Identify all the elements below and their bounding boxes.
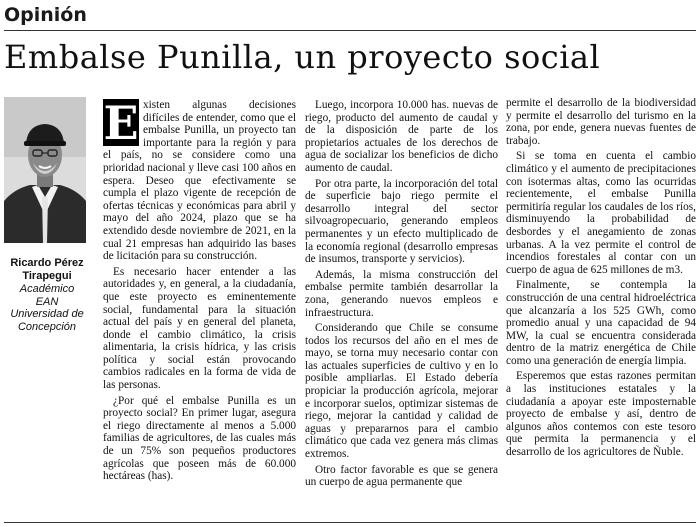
author-role-line: Universidad de bbox=[10, 308, 84, 320]
article-paragraph: Si se toma en cuenta el cambio climático y el aumento de precipitaciones con isotermas altas, como las ocurridas recientemente, el embalse Punilla permitiría regular los caudales de los ríos, disminuyendo la probabilidad de desbordes y el anegamiento de zonas urbanas. A la vez permite el control de incendios forestales al contar con un cuerpo de agua de 625 millones de m3. bbox=[506, 150, 696, 276]
article-paragraph: permite el desarrollo de la biodiversidad y permite el desarrollo del turismo en la zona, por ende, genera nuevas fuentes de trabajo. bbox=[506, 97, 696, 147]
article-paragraph: Esperemos que estas razones permitan a las instituciones estatales y la ciudadanía a apoyar este imposternable proyecto de embalse y así, dentro de algunos años contemos con este tesoro que permita la permanencia y el desarrollo de los agricultores de Ñuble. bbox=[506, 370, 696, 459]
article-column-1 bbox=[103, 99, 296, 521]
author-role-line: Académico bbox=[19, 283, 75, 295]
author-role-line: Concepción bbox=[17, 320, 77, 333]
bottom-divider bbox=[4, 522, 696, 523]
author-photo bbox=[4, 97, 86, 243]
article-paragraph: ¿Por qué el embalse Punilla es un proyecto social? En primer lugar, asegura el riego directamente al menos a 5.000 familias de agricultores, de las cuales más de un 75% son pequeños productores agrícolas que poseen más de 60.000 hectáreas (has). bbox=[103, 394, 296, 483]
section-label: Opinión bbox=[4, 4, 87, 26]
article-paragraph: Otro factor favorable es que se genera un cuerpo de agua permanente que bbox=[305, 463, 498, 489]
headline: Embalse Punilla, un proyecto social bbox=[4, 38, 601, 76]
top-divider bbox=[4, 30, 696, 31]
author-role-line: EAN bbox=[35, 295, 59, 308]
drop-cap: E bbox=[103, 99, 139, 150]
article-paragraph: Considerando que Chile se consume todos los recursos del año en el mes de mayo, se torna muy necesario contar con las actuales superficies de cultivo y en lo posible ampliarlas. El Estado debería propiciar la producción agrícola, mejorar e incorporar suelos, optimizar sistemas de riego, mejorar la cantidad y calidad de aguas y prepararnos para el cambio climático que cada vez genera más climas extremos. bbox=[305, 322, 498, 461]
article-paragraph: Finalmente, se contempla la construcción de una central hidroeléctrica que alcanzaría a los 525 GWh, como promedio anual y una capacidad de 94 MW, la cual se encuentra considerada dentro de la matriz energética de Chile como una generación de energía limpia. bbox=[506, 279, 696, 367]
article-column-3 bbox=[506, 97, 696, 519]
article-paragraph: Además, la misma construcción del embalse permite también desarrollar la zona, generando nuevos empleos e infraestructura. bbox=[305, 268, 498, 319]
article-paragraph: Luego, incorpora 10.000 has. nuevas de riego, producto del aumento de caudal y de la disposición de parte de los propietarios actuales de los derechos de agua de socializar los beneficios de dicho aumento de caudal. bbox=[305, 99, 498, 174]
author-block bbox=[2, 257, 92, 333]
article-column-2 bbox=[305, 99, 498, 521]
author-name: Ricardo Pérez Tirapegui bbox=[10, 257, 84, 282]
article-paragraph: E xisten algunas decisiones difíciles de entender, como que el embalse Punilla, un proyecto tan importante para la región y para el país, no se considere como una prioridad nacional y lleve casi 100 años en espera. Deseo que efectivamente se cumpla el plazo vigente de recepción de ofertas técnicas y económicas para abril y mayo del año 2024, plazo que se ha extendido desde noviembre de 2021, en la cual 21 empresas han adquirido las bases de licitación para su construcción. bbox=[103, 99, 296, 263]
article-paragraph: Por otra parte, la incorporación del total de superficie bajo riego permite el desarrollo integral del sector silvoagropecuario, generando empleos permanentes y un efecto multiplicado de la economía regional (desarrollo empresas de insumos, transporte y servicios). bbox=[305, 177, 498, 266]
article-paragraph: Es necesario hacer entender a las autoridades y, en general, a la ciudadanía, que este proyecto es eminentemente social, fundamental para la situación actual del país y en general del planeta, donde el cambio climático, la crisis alimentaria, la crisis hídrica, y las crisis política y social están provocando cambios radicales en la forma de vida de las personas. bbox=[103, 265, 296, 392]
